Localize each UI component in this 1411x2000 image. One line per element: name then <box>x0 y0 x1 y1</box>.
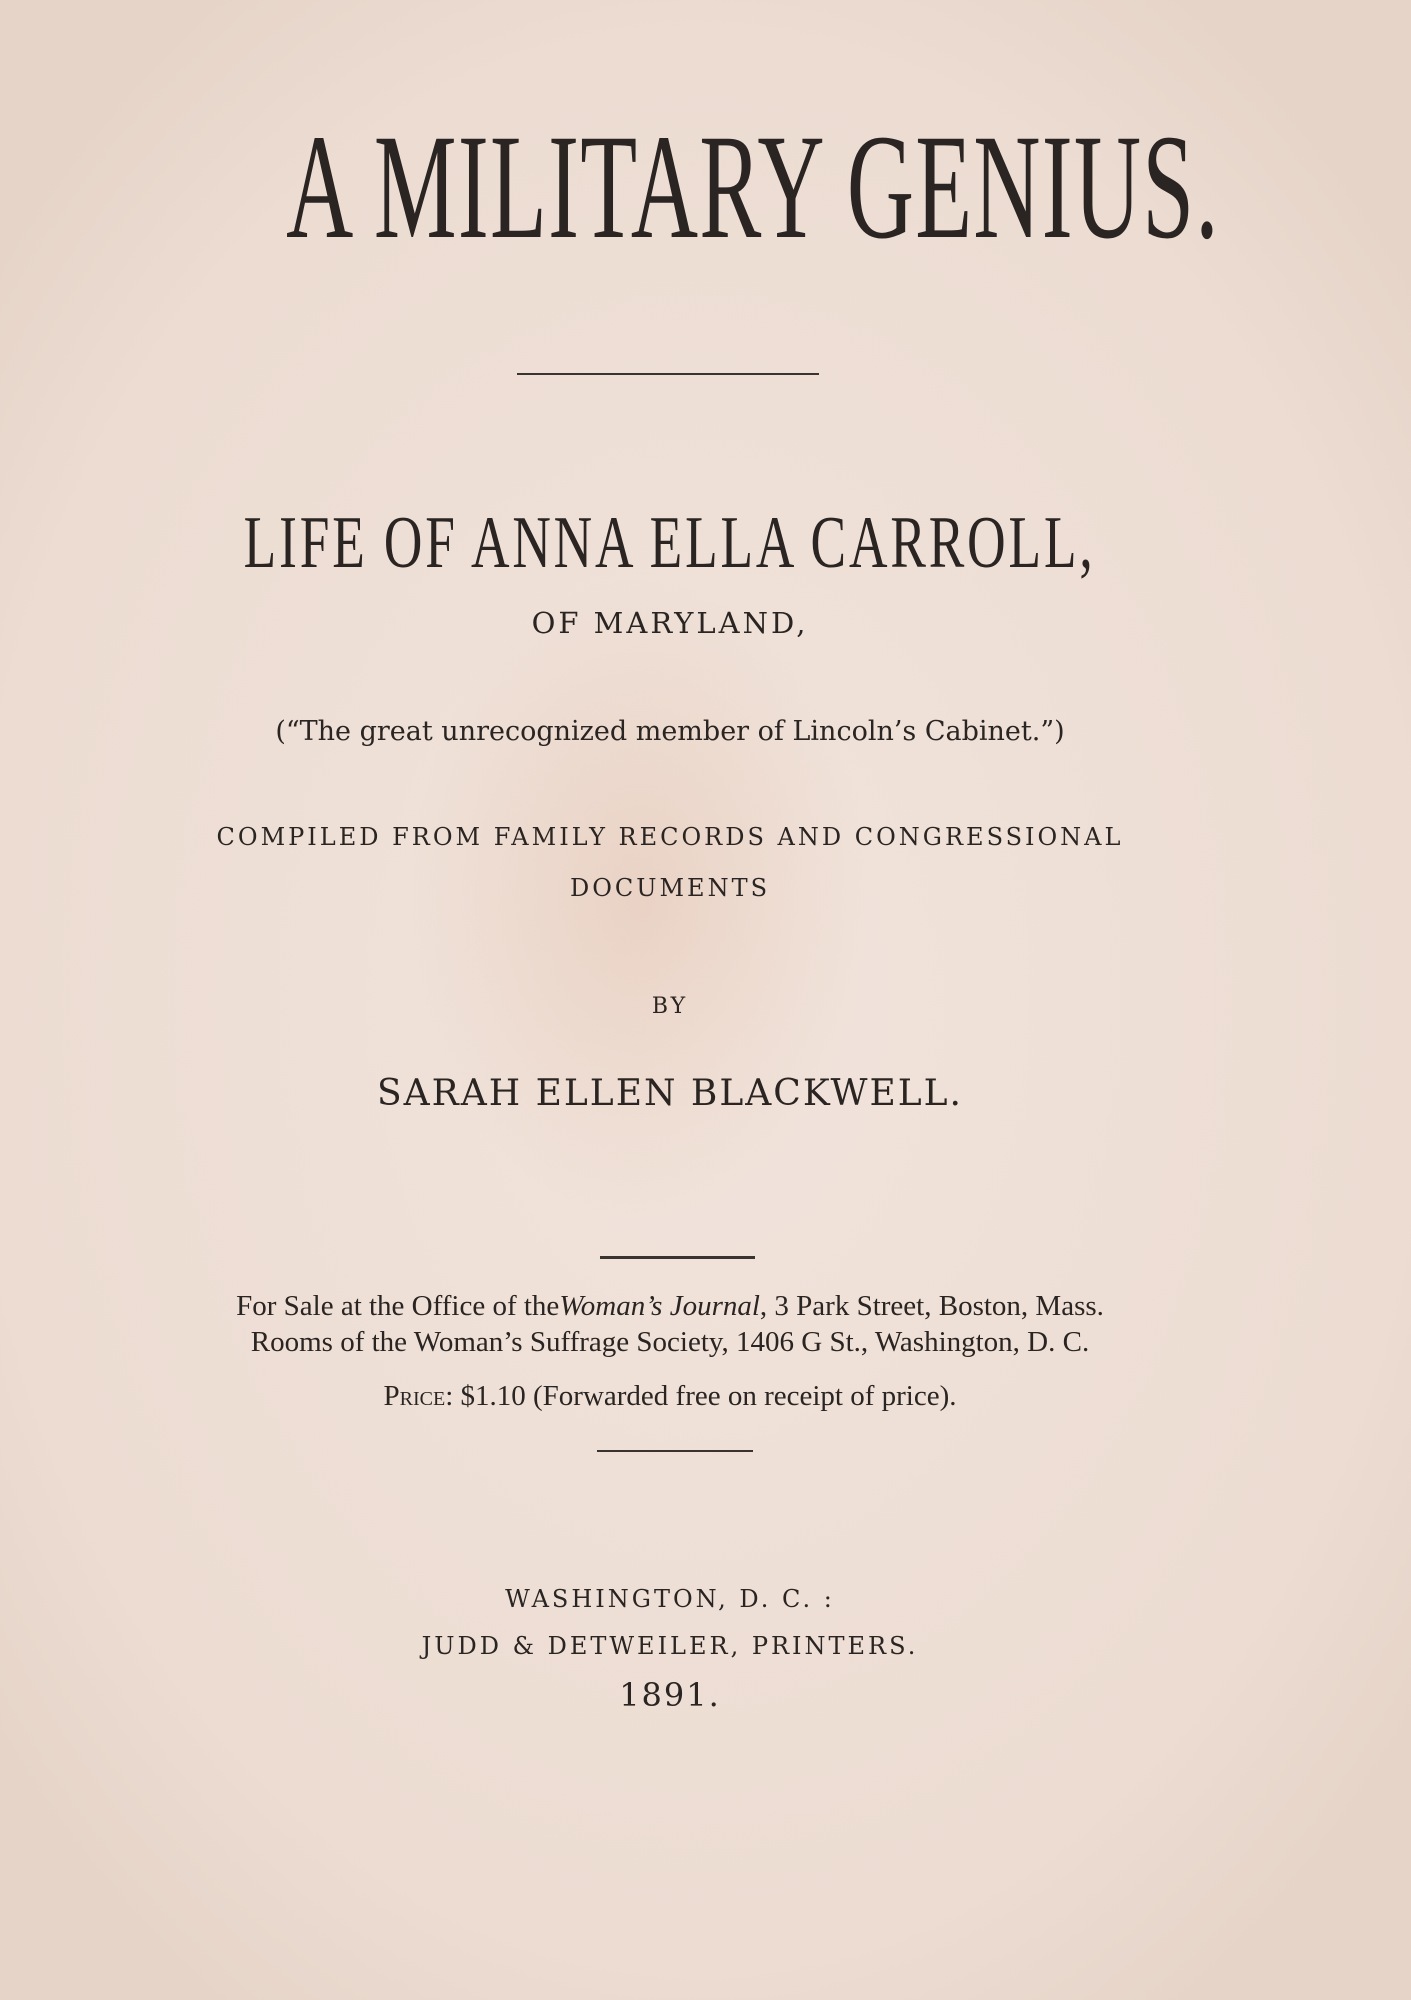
divider-rule <box>597 1450 753 1452</box>
imprint-place: WASHINGTON, D. C. : <box>505 1585 835 1613</box>
sale-line-2: Rooms of the Woman’s Suffrage Society, 1406 G St., Washington, D. C. <box>250 1326 1090 1358</box>
divider-rule <box>600 1256 755 1259</box>
by-label: BY <box>651 994 689 1019</box>
compiled-line-2: DOCUMENTS <box>569 874 771 902</box>
journal-name: Woman’s Journal <box>559 1290 760 1322</box>
sale-line-1 <box>0 1290 1340 1323</box>
book-title-text: A MILITARY GENIUS. <box>286 104 1220 270</box>
compiled-line-1: COMPILED FROM FAMILY RECORDS AND CONGRESSIONAL <box>216 823 1124 851</box>
price-label: Price <box>383 1380 446 1412</box>
book-subtitle-text: LIFE OF ANNA ELLA CARROLL, <box>244 502 1096 584</box>
price-line <box>0 1380 1340 1413</box>
quote-line: (“The great unrecognized member of Lincoln’s Cabinet.”) <box>275 716 1065 747</box>
imprint-printer: JUDD & DETWEILER, PRINTERS. <box>421 1632 919 1660</box>
sale-address: , 3 Park Street, Boston, Mass. <box>759 1290 1104 1322</box>
author-name: SARAH ELLEN BLACKWELL. <box>377 1073 963 1114</box>
sale-text: For Sale at the Office of the <box>236 1290 560 1322</box>
book-subtitle <box>0 502 1340 584</box>
book-title <box>0 104 1340 270</box>
imprint-year: 1891. <box>619 1676 721 1714</box>
price-text: : $1.10 (Forwarded free on receipt of price). <box>445 1380 957 1412</box>
of-maryland: OF MARYLAND, <box>531 606 809 640</box>
divider-rule <box>517 373 819 375</box>
